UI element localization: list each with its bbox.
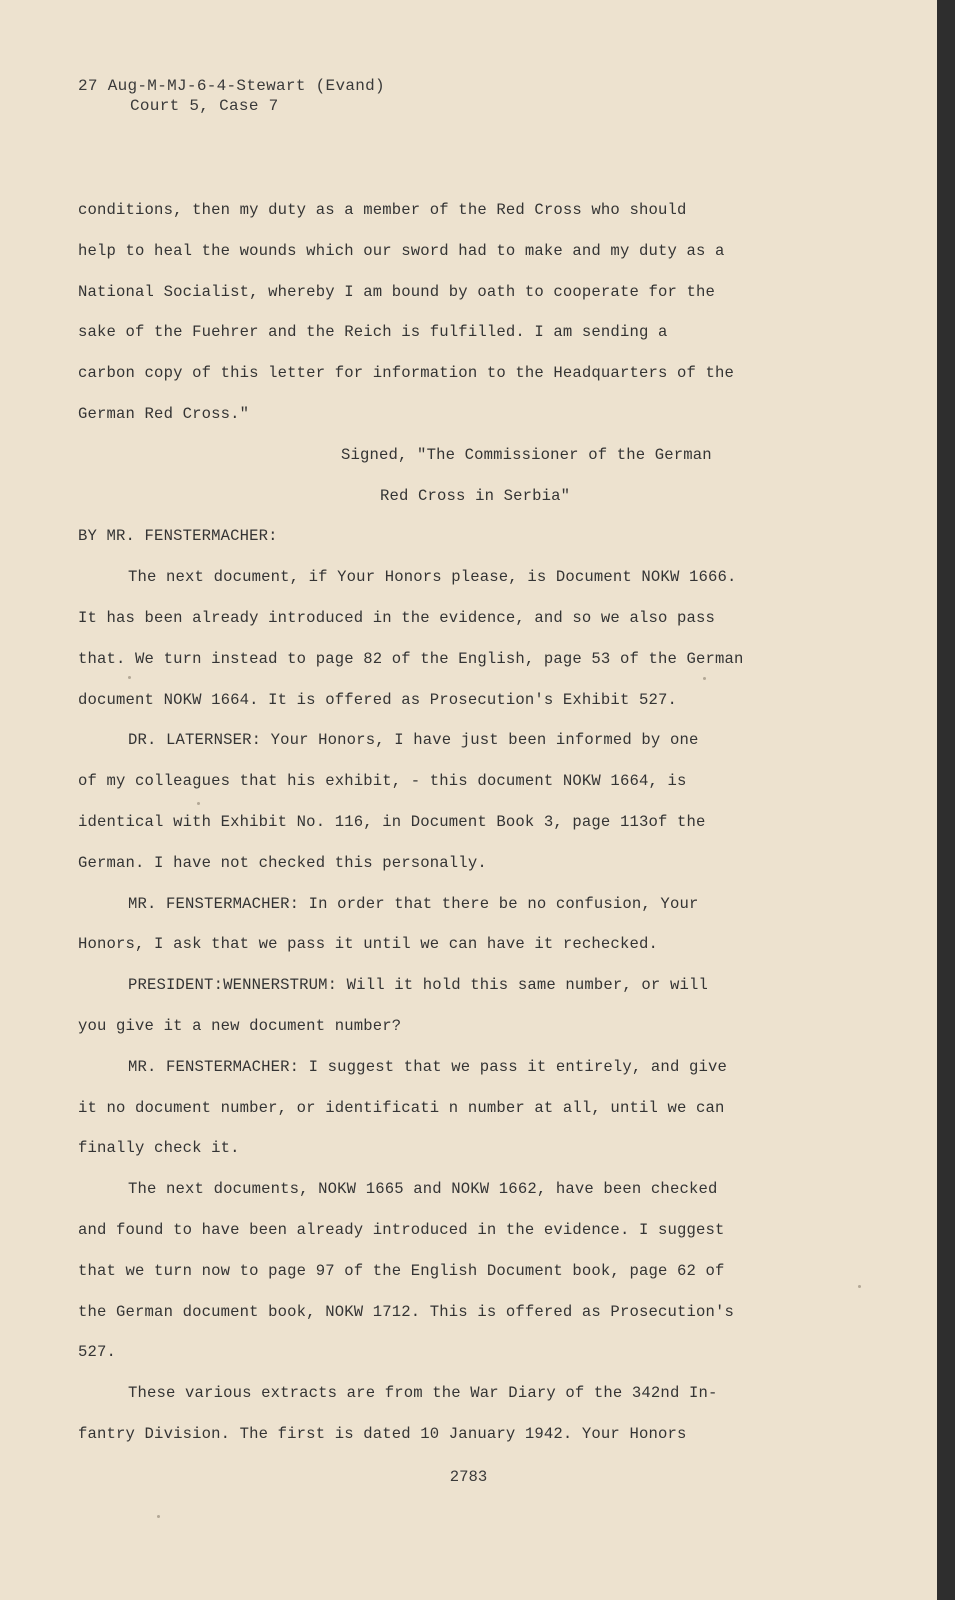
text-line: that we turn now to page 97 of the English Document book, page 62 of — [78, 1261, 725, 1280]
header-line-2: Court 5, Case 7 — [130, 97, 279, 115]
speaker-heading: BY MR. FENSTERMACHER: — [78, 527, 278, 546]
text-line: that. We turn instead to page 82 of the English, page 53 of the German — [78, 649, 744, 668]
text-line: DR. LATERNSER: Your Honors, I have just been informed by one — [128, 731, 699, 750]
paper-speck — [703, 677, 706, 680]
text-line: the German document book, NOKW 1712. This is offered as Prosecution's — [78, 1302, 735, 1321]
scan-border — [937, 0, 955, 1600]
paper-speck — [157, 1515, 160, 1518]
text-line: MR. FENSTERMACHER: I suggest that we pass it entirely, and give — [128, 1057, 727, 1076]
text-line: German. I have not checked this personally. — [78, 853, 487, 872]
text-line: finally check it. — [78, 1139, 240, 1158]
header-line-1: 27 Aug-M-MJ-6-4-Stewart (Evand) — [78, 77, 385, 95]
paper-speck — [197, 802, 200, 805]
text-line: PRESIDENT:WENNERSTRUM: Will it hold this same number, or will — [128, 976, 708, 995]
text-line: National Socialist, whereby I am bound by oath to cooperate for the — [78, 282, 716, 301]
text-line: help to heal the wounds which our sword had to make and my duty as a — [78, 241, 725, 260]
text-line: of my colleagues that his exhibit, - this document NOKW 1664, is — [78, 772, 687, 791]
text-line: The next document, if Your Honors please, is Document NOKW 1666. — [128, 568, 737, 587]
text-line: MR. FENSTERMACHER: In order that there be no confusion, Your — [128, 894, 699, 913]
text-line: It has been already introduced in the evidence, and so we also pass — [78, 608, 716, 627]
page-number: 2783 — [449, 1468, 488, 1486]
text-line: carbon copy of this letter for information to the Headquarters of the — [78, 364, 735, 383]
signature-line: Signed, "The Commissioner of the German — [341, 445, 712, 464]
text-line: you give it a new document number? — [78, 1016, 402, 1035]
transcript-body — [78, 190, 823, 1455]
text-line: 527. — [78, 1343, 117, 1362]
text-line: The next documents, NOKW 1665 and NOKW 1662, have been checked — [128, 1180, 718, 1199]
text-line: identical with Exhibit No. 116, in Document Book 3, page 113of the — [78, 812, 706, 831]
text-line: it no document number, or identificati n number at all, until we can — [78, 1098, 725, 1117]
text-line: and found to have been already introduced in the evidence. I suggest — [78, 1220, 725, 1239]
text-line: conditions, then my duty as a member of the Red Cross who should — [78, 201, 687, 219]
text-line: These various extracts are from the War Diary of the 342nd In- — [128, 1384, 718, 1403]
text-line: sake of the Fuehrer and the Reich is fulfilled. I am sending a — [78, 323, 668, 342]
text-line: Honors, I ask that we pass it until we can have it rechecked. — [78, 935, 658, 954]
document-header — [78, 76, 385, 116]
text-line: document NOKW 1664. It is offered as Prosecution's Exhibit 527. — [78, 690, 677, 709]
signature-line: Red Cross in Serbia" — [380, 486, 571, 505]
paper-speck — [858, 1285, 861, 1288]
text-line: fantry Division. The first is dated 10 January 1942. Your Honors — [78, 1424, 687, 1443]
text-line: German Red Cross." — [78, 404, 250, 423]
paper-speck — [128, 676, 131, 679]
